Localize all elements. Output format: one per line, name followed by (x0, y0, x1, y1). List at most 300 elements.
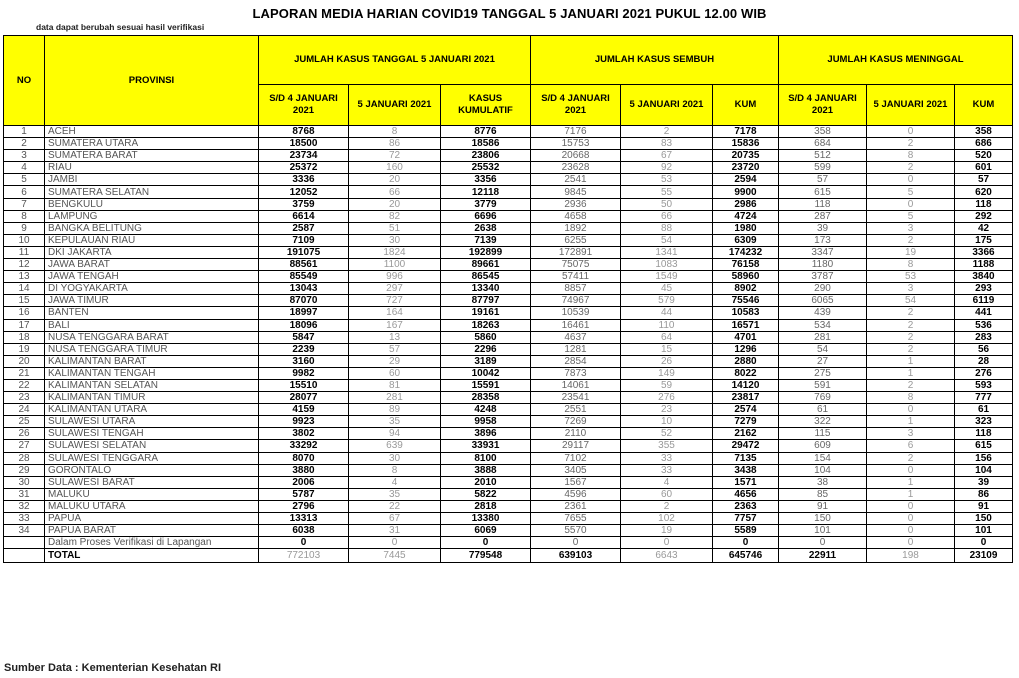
cases-jan5: 167 (349, 319, 441, 331)
cases-until-jan4: 0 (259, 537, 349, 549)
deaths-until-jan4: 275 (779, 367, 867, 379)
recovered-cumulative: 7757 (713, 513, 779, 525)
cases-cumulative: 10042 (441, 367, 531, 379)
deaths-until-jan4: 609 (779, 440, 867, 452)
cases-cumulative: 18586 (441, 138, 531, 150)
deaths-cumulative: 293 (955, 283, 1013, 295)
table-row (4, 525, 1013, 537)
cases-jan5: 8 (349, 464, 441, 476)
deaths-jan5: 2 (867, 331, 955, 343)
row-number: 12 (4, 259, 45, 271)
cases-cumulative: 15591 (441, 379, 531, 391)
recovered-jan5: 15 (621, 343, 713, 355)
recovered-cumulative: 8902 (713, 283, 779, 295)
cases-until-jan4: 2796 (259, 500, 349, 512)
recovered-until-jan4: 2551 (531, 404, 621, 416)
deaths-cumulative: 593 (955, 379, 1013, 391)
deaths-jan5: 19 (867, 246, 955, 258)
province-name: NUSA TENGGARA TIMUR (45, 343, 259, 355)
cases-until-jan4: 23734 (259, 150, 349, 162)
table-row (4, 174, 1013, 186)
recovered-until-jan4: 7269 (531, 416, 621, 428)
deaths-until-jan4: 358 (779, 126, 867, 138)
cases-jan5: 22 (349, 500, 441, 512)
row-number: 4 (4, 162, 45, 174)
deaths-jan5: 2 (867, 379, 955, 391)
recovered-jan5: 6643 (621, 549, 713, 563)
row-number: 11 (4, 246, 45, 258)
cases-until-jan4: 6614 (259, 210, 349, 222)
deaths-until-jan4: 54 (779, 343, 867, 355)
cases-jan5: 89 (349, 404, 441, 416)
deaths-jan5: 53 (867, 271, 955, 283)
cases-until-jan4: 2006 (259, 476, 349, 488)
deaths-cumulative: 118 (955, 428, 1013, 440)
deaths-cumulative: 777 (955, 392, 1013, 404)
cases-until-jan4: 772103 (259, 549, 349, 563)
recovered-until-jan4: 10539 (531, 307, 621, 319)
deaths-cumulative: 23109 (955, 549, 1013, 563)
row-number: 26 (4, 428, 45, 440)
recovered-until-jan4: 74967 (531, 295, 621, 307)
deaths-cumulative: 276 (955, 367, 1013, 379)
cases-until-jan4: 28077 (259, 392, 349, 404)
recovered-cumulative: 2986 (713, 198, 779, 210)
deaths-jan5: 2 (867, 319, 955, 331)
table-row (4, 404, 1013, 416)
table-row (4, 379, 1013, 391)
province-name: JAWA TENGAH (45, 271, 259, 283)
cases-cumulative: 3896 (441, 428, 531, 440)
recovered-jan5: 66 (621, 210, 713, 222)
recovered-cumulative: 58960 (713, 271, 779, 283)
cases-until-jan4: 25372 (259, 162, 349, 174)
deaths-cumulative: 520 (955, 150, 1013, 162)
recovered-cumulative: 15836 (713, 138, 779, 150)
deaths-until-jan4: 38 (779, 476, 867, 488)
table-row (4, 210, 1013, 222)
deaths-jan5: 0 (867, 525, 955, 537)
table-row (4, 138, 1013, 150)
recovered-cumulative: 2363 (713, 500, 779, 512)
header-meninggal-kum: KUM (955, 85, 1013, 126)
recovered-until-jan4: 1567 (531, 476, 621, 488)
province-name: BALI (45, 319, 259, 331)
recovered-cumulative: 1296 (713, 343, 779, 355)
header-kasus-sd: S/D 4 JANUARI 2021 (259, 85, 349, 126)
recovered-cumulative: 6309 (713, 234, 779, 246)
cases-cumulative: 3888 (441, 464, 531, 476)
recovered-until-jan4: 20668 (531, 150, 621, 162)
recovered-jan5: 67 (621, 150, 713, 162)
cases-until-jan4: 2587 (259, 222, 349, 234)
deaths-until-jan4: 27 (779, 355, 867, 367)
table-row (4, 271, 1013, 283)
row-number (4, 537, 45, 549)
deaths-until-jan4: 22911 (779, 549, 867, 563)
cases-jan5: 30 (349, 452, 441, 464)
province-name: TOTAL (45, 549, 259, 563)
province-name: SULAWESI SELATAN (45, 440, 259, 452)
deaths-jan5: 54 (867, 295, 955, 307)
row-number: 16 (4, 307, 45, 319)
cases-until-jan4: 88561 (259, 259, 349, 271)
recovered-until-jan4: 57411 (531, 271, 621, 283)
province-name: DI YOGYAKARTA (45, 283, 259, 295)
deaths-jan5: 1 (867, 488, 955, 500)
header-sembuh-kum: KUM (713, 85, 779, 126)
cases-cumulative: 25532 (441, 162, 531, 174)
header-sembuh-sd: S/D 4 JANUARI 2021 (531, 85, 621, 126)
cases-cumulative: 2010 (441, 476, 531, 488)
recovered-until-jan4: 172891 (531, 246, 621, 258)
recovered-cumulative: 3438 (713, 464, 779, 476)
recovered-cumulative: 10583 (713, 307, 779, 319)
cases-jan5: 35 (349, 416, 441, 428)
recovered-jan5: 83 (621, 138, 713, 150)
deaths-cumulative: 536 (955, 319, 1013, 331)
row-number: 30 (4, 476, 45, 488)
cases-cumulative: 5860 (441, 331, 531, 343)
header-group-kasus: JUMLAH KASUS TANGGAL 5 JANUARI 2021 (259, 36, 531, 85)
deaths-until-jan4: 91 (779, 500, 867, 512)
province-name: SULAWESI TENGAH (45, 428, 259, 440)
province-name: JAMBI (45, 174, 259, 186)
deaths-until-jan4: 439 (779, 307, 867, 319)
recovered-jan5: 52 (621, 428, 713, 440)
table-row (4, 295, 1013, 307)
recovered-jan5: 45 (621, 283, 713, 295)
cases-until-jan4: 3802 (259, 428, 349, 440)
row-number: 20 (4, 355, 45, 367)
cases-until-jan4: 13313 (259, 513, 349, 525)
recovered-until-jan4: 14061 (531, 379, 621, 391)
deaths-jan5: 3 (867, 283, 955, 295)
recovered-until-jan4: 8857 (531, 283, 621, 295)
cases-jan5: 7445 (349, 549, 441, 563)
province-name: LAMPUNG (45, 210, 259, 222)
deaths-cumulative: 42 (955, 222, 1013, 234)
cases-jan5: 67 (349, 513, 441, 525)
deaths-until-jan4: 281 (779, 331, 867, 343)
cases-cumulative: 9958 (441, 416, 531, 428)
table-row (4, 319, 1013, 331)
cases-until-jan4: 9923 (259, 416, 349, 428)
deaths-cumulative: 61 (955, 404, 1013, 416)
cases-cumulative: 13340 (441, 283, 531, 295)
province-name: KALIMANTAN UTARA (45, 404, 259, 416)
header-meninggal-today: 5 JANUARI 2021 (867, 85, 955, 126)
province-name: SUMATERA SELATAN (45, 186, 259, 198)
recovered-until-jan4: 0 (531, 537, 621, 549)
cases-jan5: 4 (349, 476, 441, 488)
cases-jan5: 60 (349, 367, 441, 379)
recovered-until-jan4: 5570 (531, 525, 621, 537)
cases-until-jan4: 8070 (259, 452, 349, 464)
row-number: 2 (4, 138, 45, 150)
table-row (4, 126, 1013, 138)
deaths-jan5: 1 (867, 367, 955, 379)
cases-cumulative: 86545 (441, 271, 531, 283)
recovered-jan5: 33 (621, 464, 713, 476)
cases-jan5: 81 (349, 379, 441, 391)
row-number: 22 (4, 379, 45, 391)
province-name: MALUKU UTARA (45, 500, 259, 512)
table-row (4, 392, 1013, 404)
recovered-until-jan4: 1281 (531, 343, 621, 355)
header-provinsi: PROVINSI (45, 36, 259, 126)
cases-until-jan4: 3160 (259, 355, 349, 367)
cases-until-jan4: 12052 (259, 186, 349, 198)
recovered-jan5: 102 (621, 513, 713, 525)
province-name: SULAWESI BARAT (45, 476, 259, 488)
cases-until-jan4: 5787 (259, 488, 349, 500)
table-row (4, 198, 1013, 210)
recovered-until-jan4: 75075 (531, 259, 621, 271)
province-name: KALIMANTAN TIMUR (45, 392, 259, 404)
cases-jan5: 20 (349, 174, 441, 186)
cases-cumulative: 5822 (441, 488, 531, 500)
deaths-cumulative: 1188 (955, 259, 1013, 271)
recovered-until-jan4: 2361 (531, 500, 621, 512)
deaths-jan5: 8 (867, 259, 955, 271)
cases-until-jan4: 18500 (259, 138, 349, 150)
recovered-cumulative: 75546 (713, 295, 779, 307)
deaths-until-jan4: 85 (779, 488, 867, 500)
deaths-cumulative: 39 (955, 476, 1013, 488)
deaths-until-jan4: 6065 (779, 295, 867, 307)
recovered-jan5: 88 (621, 222, 713, 234)
cases-cumulative: 33931 (441, 440, 531, 452)
deaths-until-jan4: 150 (779, 513, 867, 525)
province-name: RIAU (45, 162, 259, 174)
recovered-until-jan4: 2110 (531, 428, 621, 440)
recovered-jan5: 26 (621, 355, 713, 367)
cases-until-jan4: 85549 (259, 271, 349, 283)
deaths-until-jan4: 1180 (779, 259, 867, 271)
recovered-cumulative: 1980 (713, 222, 779, 234)
recovered-jan5: 10 (621, 416, 713, 428)
province-name: SULAWESI TENGGARA (45, 452, 259, 464)
row-number: 21 (4, 367, 45, 379)
cases-cumulative: 13380 (441, 513, 531, 525)
recovered-cumulative: 16571 (713, 319, 779, 331)
table-row (4, 367, 1013, 379)
row-number: 33 (4, 513, 45, 525)
recovered-cumulative: 8022 (713, 367, 779, 379)
deaths-jan5: 6 (867, 440, 955, 452)
deaths-jan5: 0 (867, 464, 955, 476)
province-name: BANGKA BELITUNG (45, 222, 259, 234)
deaths-until-jan4: 61 (779, 404, 867, 416)
recovered-until-jan4: 6255 (531, 234, 621, 246)
cases-cumulative: 6069 (441, 525, 531, 537)
deaths-until-jan4: 154 (779, 452, 867, 464)
cases-jan5: 1100 (349, 259, 441, 271)
province-name: PAPUA (45, 513, 259, 525)
recovered-jan5: 1083 (621, 259, 713, 271)
recovered-until-jan4: 4637 (531, 331, 621, 343)
header-group-sembuh: JUMLAH KASUS SEMBUH (531, 36, 779, 85)
recovered-jan5: 2 (621, 126, 713, 138)
recovered-until-jan4: 29117 (531, 440, 621, 452)
recovered-cumulative: 9900 (713, 186, 779, 198)
deaths-until-jan4: 534 (779, 319, 867, 331)
cases-until-jan4: 3759 (259, 198, 349, 210)
deaths-until-jan4: 118 (779, 198, 867, 210)
cases-jan5: 66 (349, 186, 441, 198)
cases-cumulative: 2818 (441, 500, 531, 512)
deaths-cumulative: 175 (955, 234, 1013, 246)
deaths-until-jan4: 287 (779, 210, 867, 222)
row-number: 14 (4, 283, 45, 295)
recovered-cumulative: 174232 (713, 246, 779, 258)
recovered-until-jan4: 2541 (531, 174, 621, 186)
row-number: 27 (4, 440, 45, 452)
province-name: MALUKU (45, 488, 259, 500)
recovered-until-jan4: 639103 (531, 549, 621, 563)
deaths-cumulative: 104 (955, 464, 1013, 476)
deaths-cumulative: 615 (955, 440, 1013, 452)
deaths-until-jan4: 769 (779, 392, 867, 404)
deaths-until-jan4: 101 (779, 525, 867, 537)
province-name: SUMATERA BARAT (45, 150, 259, 162)
cases-until-jan4: 191075 (259, 246, 349, 258)
cases-until-jan4: 13043 (259, 283, 349, 295)
deaths-jan5: 1 (867, 355, 955, 367)
deaths-cumulative: 3366 (955, 246, 1013, 258)
recovered-cumulative: 14120 (713, 379, 779, 391)
deaths-cumulative: 156 (955, 452, 1013, 464)
cases-cumulative: 12118 (441, 186, 531, 198)
deaths-until-jan4: 684 (779, 138, 867, 150)
row-number: 7 (4, 198, 45, 210)
header-kasus-kum: KASUS KUMULATIF (441, 85, 531, 126)
cases-until-jan4: 4159 (259, 404, 349, 416)
cases-jan5: 281 (349, 392, 441, 404)
deaths-cumulative: 3840 (955, 271, 1013, 283)
recovered-until-jan4: 16461 (531, 319, 621, 331)
total-row (4, 549, 1013, 563)
report-title: LAPORAN MEDIA HARIAN COVID19 TANGGAL 5 JANUARI 2021 PUKUL 12.00 WIB (252, 6, 767, 21)
recovered-until-jan4: 15753 (531, 138, 621, 150)
data-source: Sumber Data : Kementerian Kesehatan RI (4, 662, 222, 674)
header-no: NO (4, 36, 45, 126)
cases-jan5: 8 (349, 126, 441, 138)
recovered-until-jan4: 7655 (531, 513, 621, 525)
deaths-until-jan4: 57 (779, 174, 867, 186)
row-number: 24 (4, 404, 45, 416)
recovered-cumulative: 2162 (713, 428, 779, 440)
cases-jan5: 51 (349, 222, 441, 234)
table-row (4, 259, 1013, 271)
deaths-cumulative: 0 (955, 537, 1013, 549)
province-name: DKI JAKARTA (45, 246, 259, 258)
deaths-jan5: 2 (867, 138, 955, 150)
row-number: 9 (4, 222, 45, 234)
deaths-cumulative: 118 (955, 198, 1013, 210)
cases-cumulative: 3189 (441, 355, 531, 367)
recovered-jan5: 54 (621, 234, 713, 246)
row-number: 34 (4, 525, 45, 537)
cases-until-jan4: 7109 (259, 234, 349, 246)
recovered-jan5: 149 (621, 367, 713, 379)
cases-until-jan4: 3880 (259, 464, 349, 476)
cases-jan5: 86 (349, 138, 441, 150)
cases-cumulative: 0 (441, 537, 531, 549)
cases-jan5: 57 (349, 343, 441, 355)
recovered-cumulative: 4656 (713, 488, 779, 500)
row-number: 8 (4, 210, 45, 222)
deaths-cumulative: 686 (955, 138, 1013, 150)
recovered-jan5: 1549 (621, 271, 713, 283)
row-number (4, 549, 45, 563)
recovered-cumulative: 2880 (713, 355, 779, 367)
cases-until-jan4: 8768 (259, 126, 349, 138)
cases-cumulative: 3779 (441, 198, 531, 210)
row-number: 25 (4, 416, 45, 428)
recovered-cumulative: 2594 (713, 174, 779, 186)
table-row (4, 150, 1013, 162)
recovered-jan5: 0 (621, 537, 713, 549)
cases-cumulative: 8776 (441, 126, 531, 138)
cases-jan5: 996 (349, 271, 441, 283)
recovered-cumulative: 0 (713, 537, 779, 549)
header-group-meninggal: JUMLAH KASUS MENINGGAL (779, 36, 1013, 85)
recovered-jan5: 33 (621, 452, 713, 464)
deaths-until-jan4: 3347 (779, 246, 867, 258)
deaths-cumulative: 6119 (955, 295, 1013, 307)
deaths-jan5: 1 (867, 416, 955, 428)
deaths-jan5: 0 (867, 513, 955, 525)
deaths-cumulative: 28 (955, 355, 1013, 367)
cases-cumulative: 6696 (441, 210, 531, 222)
deaths-cumulative: 56 (955, 343, 1013, 355)
cases-cumulative: 87797 (441, 295, 531, 307)
province-name: PAPUA BARAT (45, 525, 259, 537)
province-name: GORONTALO (45, 464, 259, 476)
cases-cumulative: 23806 (441, 150, 531, 162)
province-name: KALIMANTAN BARAT (45, 355, 259, 367)
deaths-cumulative: 150 (955, 513, 1013, 525)
province-name: SUMATERA UTARA (45, 138, 259, 150)
deaths-jan5: 5 (867, 210, 955, 222)
cases-jan5: 1824 (349, 246, 441, 258)
cases-jan5: 30 (349, 234, 441, 246)
row-number: 28 (4, 452, 45, 464)
recovered-jan5: 64 (621, 331, 713, 343)
table-row (4, 537, 1013, 549)
cases-jan5: 727 (349, 295, 441, 307)
recovered-jan5: 50 (621, 198, 713, 210)
covid-report-table (3, 35, 1013, 563)
province-name: KALIMANTAN SELATAN (45, 379, 259, 391)
recovered-jan5: 2 (621, 500, 713, 512)
recovered-until-jan4: 23628 (531, 162, 621, 174)
table-row (4, 428, 1013, 440)
row-number: 5 (4, 174, 45, 186)
province-name: ACEH (45, 126, 259, 138)
deaths-until-jan4: 599 (779, 162, 867, 174)
deaths-until-jan4: 3787 (779, 271, 867, 283)
recovered-until-jan4: 3405 (531, 464, 621, 476)
recovered-jan5: 60 (621, 488, 713, 500)
recovered-jan5: 579 (621, 295, 713, 307)
deaths-cumulative: 86 (955, 488, 1013, 500)
row-number: 15 (4, 295, 45, 307)
row-number: 17 (4, 319, 45, 331)
recovered-jan5: 44 (621, 307, 713, 319)
